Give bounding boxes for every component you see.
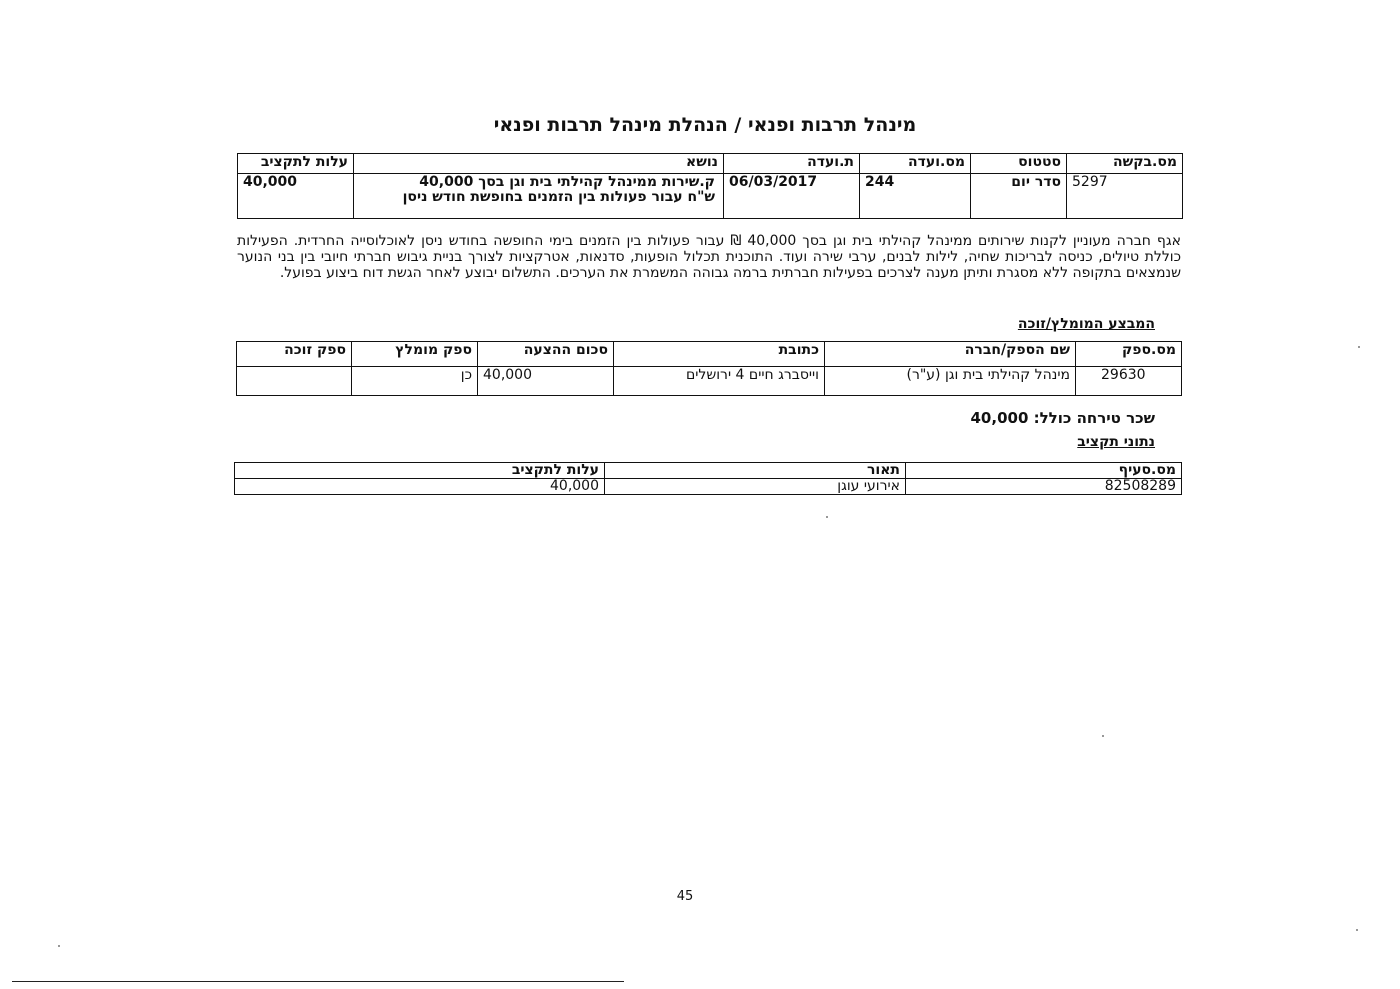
header-address: כתובת	[614, 342, 825, 367]
committee-date-cell: 06/03/2017	[724, 174, 860, 219]
budget-section-heading: נתוני תקציב	[1077, 434, 1155, 450]
header-supplier-name: שם הספק/חברה	[825, 342, 1076, 367]
header-description: תאור	[605, 463, 906, 479]
header-recommended: ספק מומלץ	[352, 342, 478, 367]
recommended-cell: כן	[352, 367, 478, 396]
winner-cell	[237, 367, 352, 396]
cost-cell: 40,000	[238, 174, 354, 219]
offer-amount-cell: 40,000	[478, 367, 614, 396]
supplier-table-header	[237, 342, 1182, 367]
header-request-no: מס.בקשה	[1067, 154, 1183, 174]
footer-rule	[12, 981, 624, 982]
table-row	[237, 367, 1182, 396]
budget-table	[234, 462, 1182, 495]
header-subject: נושא	[354, 154, 724, 174]
table-row	[235, 479, 1182, 495]
header-status: סטטוס	[971, 154, 1067, 174]
request-description: אגף חברה מעוניין לקנות שירותים ממינהל קהילתי בית וגן בסך 40,000 ₪ עבור פעולות בין הזמנים בימי החופשה בחודש ניסן לאוכלוסייה החרדית. הפעילות כוללת טיולים, כניסה לבריכות שחיה, לילות לבנים, ערבי שירה ועוד. התוכנית תכלול הופעות, סדנאות, אטרקציות לצורך בניית גיבוש חברתי חיובי בין בני הנוער שנמצאים בתקופה ללא מסגרת ותיתן מענה לצרכים בפעילות חברתית ברמה גבוהה המשמרת את הערכים. התשלום יבוצע לאחר הגשת דוח ביצוע בפועל.	[237, 233, 1181, 281]
committee-no-cell: 244	[860, 174, 971, 219]
header-winner: ספק זוכה	[237, 342, 352, 367]
supplier-name-cell: מינהל קהילתי בית וגן (ע"ר)	[825, 367, 1076, 396]
status-cell: סדר יום	[971, 174, 1067, 219]
subject-cell: ק.שירות ממינהל קהילתי בית וגן בסך 40,000 ש"ח עבור פעולות בין הזמנים בחופשת חודש ניסן	[354, 174, 724, 219]
table-row	[238, 174, 1183, 219]
scan-speck	[1102, 735, 1104, 737]
request-no-cell: 5297	[1067, 174, 1183, 219]
scan-speck	[58, 945, 60, 947]
scan-speck	[1356, 929, 1358, 931]
header-committee-date: ת.ועדה	[724, 154, 860, 174]
description-cell: אירועי עוגן	[605, 479, 906, 495]
page-title: מינהל תרבות ופנאי / הנהלת מינהל תרבות ופנאי	[493, 114, 917, 136]
address-cell: וייסברג חיים 4 ירושלים	[614, 367, 825, 396]
clause-no-cell: 82508289	[906, 479, 1182, 495]
request-table	[237, 153, 1183, 219]
header-clause-no: מס.סעיף	[906, 463, 1182, 479]
scan-speck	[1358, 346, 1360, 348]
supplier-section-heading: המבצע המומלץ/זוכה	[1017, 316, 1155, 332]
header-committee-no: מס.ועדה	[860, 154, 971, 174]
scan-speck	[826, 516, 828, 518]
total-fee: שכר טירחה כולל: 40,000	[970, 409, 1155, 427]
header-offer-amount: סכום ההצעה	[478, 342, 614, 367]
request-table-header	[238, 154, 1183, 174]
supplier-table	[236, 341, 1182, 396]
page-number: 45	[676, 889, 694, 904]
budget-table-header	[235, 463, 1182, 479]
supplier-no-cell: 29630	[1076, 367, 1182, 396]
budget-cost-cell: 40,000	[235, 479, 605, 495]
header-cost: עלות לתקציב	[238, 154, 354, 174]
header-supplier-no: מס.ספק	[1076, 342, 1182, 367]
header-budget-cost: עלות לתקציב	[235, 463, 605, 479]
